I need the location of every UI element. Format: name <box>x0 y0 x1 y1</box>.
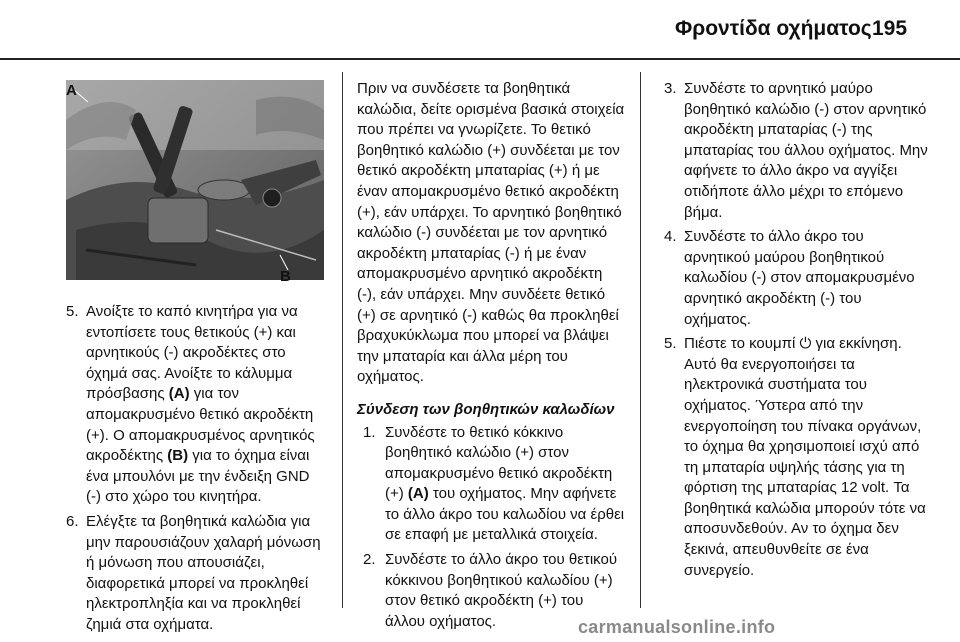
engine-bay-photo <box>66 80 324 280</box>
item-text: Συνδέστε το άλλο άκρο του αρνητικού μαύρου βοηθητικού καλωδίου (-) στον απομακρυσμένο αρνητικό ακροδέκτη (-) του οχήματος. <box>684 228 915 328</box>
column-1 <box>66 302 328 636</box>
list-item <box>664 79 930 223</box>
section-heading: Σύνδεση των βοηθητικών καλωδίων <box>357 400 615 418</box>
list-item <box>357 423 625 547</box>
reference-b: (B) <box>167 447 189 465</box>
item-text: Πιέστε το κουμπί ⏻ για εκκίνηση. Αυτό θα ενεργοποιήσει τα ηλεκτρονικά συστήματα του οχήματος. Ύστερα από την ενεργοποίηση του πίνακα οργάνων, το όχημα θα χρησιμοποιεί ισχύ από τη μπαταρία υψηλής τάσης για τη φόρτιση της μπαταρίας 12 volt. Τα βοηθητικά καλώδια μπορούν τότε να αποσυνδεθούν. Αν το όχημα δεν ξεκινά, απευθυνθείτε σε ένα συνεργείο. <box>684 335 926 579</box>
item-text: Ανοίξτε το καπό κινητήρα για να εντοπίσετε τους θετικούς (+) και αρνητικούς (-) ακροδέκτες στο όχημά σας. Ανοίξτε το κάλυμμα πρόσβασης <box>86 303 298 403</box>
item-text: Ελέγξτε τα βοηθητικά καλώδια για μην παρουσιάζουν χαλαρή μόνωση ή μόνωση που απουσιάζει, διαφορετικά μπορεί να προκληθεί ηλεκτροπληξία και να προκληθεί ζημιά στα οχήματα. <box>86 512 321 633</box>
column-3 <box>664 79 930 581</box>
column-2 <box>357 79 625 632</box>
figure-label-a: A <box>66 82 77 99</box>
item-number: 6. <box>66 512 79 530</box>
item-number: 4. <box>664 228 677 246</box>
item-text: Συνδέστε το άλλο άκρο του θετικού κόκκινου βοηθητικού καλωδίου (+) στον θετικό ακροδέκτη (+) του άλλου οχήματος. <box>385 551 618 630</box>
item-number: 3. <box>664 80 677 97</box>
list-item <box>664 334 930 581</box>
reference-a: (A) <box>168 385 190 403</box>
column-divider <box>342 72 343 608</box>
figure-label-b: B <box>280 268 291 285</box>
header-rule <box>0 58 960 60</box>
reference-a: (A) <box>407 485 429 503</box>
item-text: Συνδέστε το θετικό κόκκινο βοηθητικό καλώδιο (+) στον απομακρυσμένο θετικό ακροδέκτη (+) <box>385 423 613 503</box>
item-text: Συνδέστε το αρνητικό μαύρο βοηθητικό καλώδιο (-) στον αρνητικό ακροδέκτη μπαταρίας (-) της μπαταρίας του άλλου οχήματος. Μην αφήνετε το άλλο άκρο να αγγίξει οτιδήποτε άλλο μέχρι το επόμενο βήμα. <box>684 80 928 221</box>
item-number: 5. <box>664 335 677 353</box>
page-number: 195 <box>872 17 908 40</box>
column-divider <box>640 72 641 608</box>
item-number: 2. <box>363 551 376 569</box>
item-number: 1. <box>363 423 376 441</box>
item-text: για το όχημα είναι ένα μπουλόνι με την ένδειξη GND (-) στο χώρο του κινητήρα. <box>86 447 310 506</box>
item-number: 5. <box>66 303 79 320</box>
watermark: carmanualsonline.info <box>578 617 776 637</box>
item-text: για τον απομακρυσμένο θετικό ακροδέκτη (+). Ο απομακρυσμένος αρνητικός ακροδέκτης <box>86 385 315 465</box>
list-item <box>664 227 930 330</box>
list-item <box>66 302 328 508</box>
page-title: Φροντίδα οχήματος <box>675 17 872 40</box>
intro-paragraph: Πριν να συνδέσετε τα βοηθητικά καλώδια, δείτε ορισμένα βασικά στοιχεία που πρέπει να γνωρίζετε. Το θετικό βοηθητικό καλώδιο (+) συνδέεται με τον θετικό ακροδέκτη μπαταρίας (+) ή με έναν απομακρυσμένο θετικό ακροδέκτη (+), εάν υπάρχει. Το αρνητικό βοηθητικό καλώδιο (-) συνδέεται με τον αρνητικό ακροδέκτη μπαταρίας (-) ή με έναν απομακρυσμένο αρνητικό ακροδέκτη (-), εάν υπάρχει. Μην συνδέετε θετικό (+) σε αρνητικό (-) καθώς θα προκληθεί βραχυκύκλωμα που μπορεί να βλάψει την μπαταρία και άλλα μέρη του οχήματος. <box>357 80 625 386</box>
list-item <box>66 512 328 636</box>
item-text: του οχήματος. Μην αφήνετε το άλλο άκρο του καλωδίου να έρθει σε επαφή με μεταλλικά στοιχεία. <box>385 485 625 544</box>
